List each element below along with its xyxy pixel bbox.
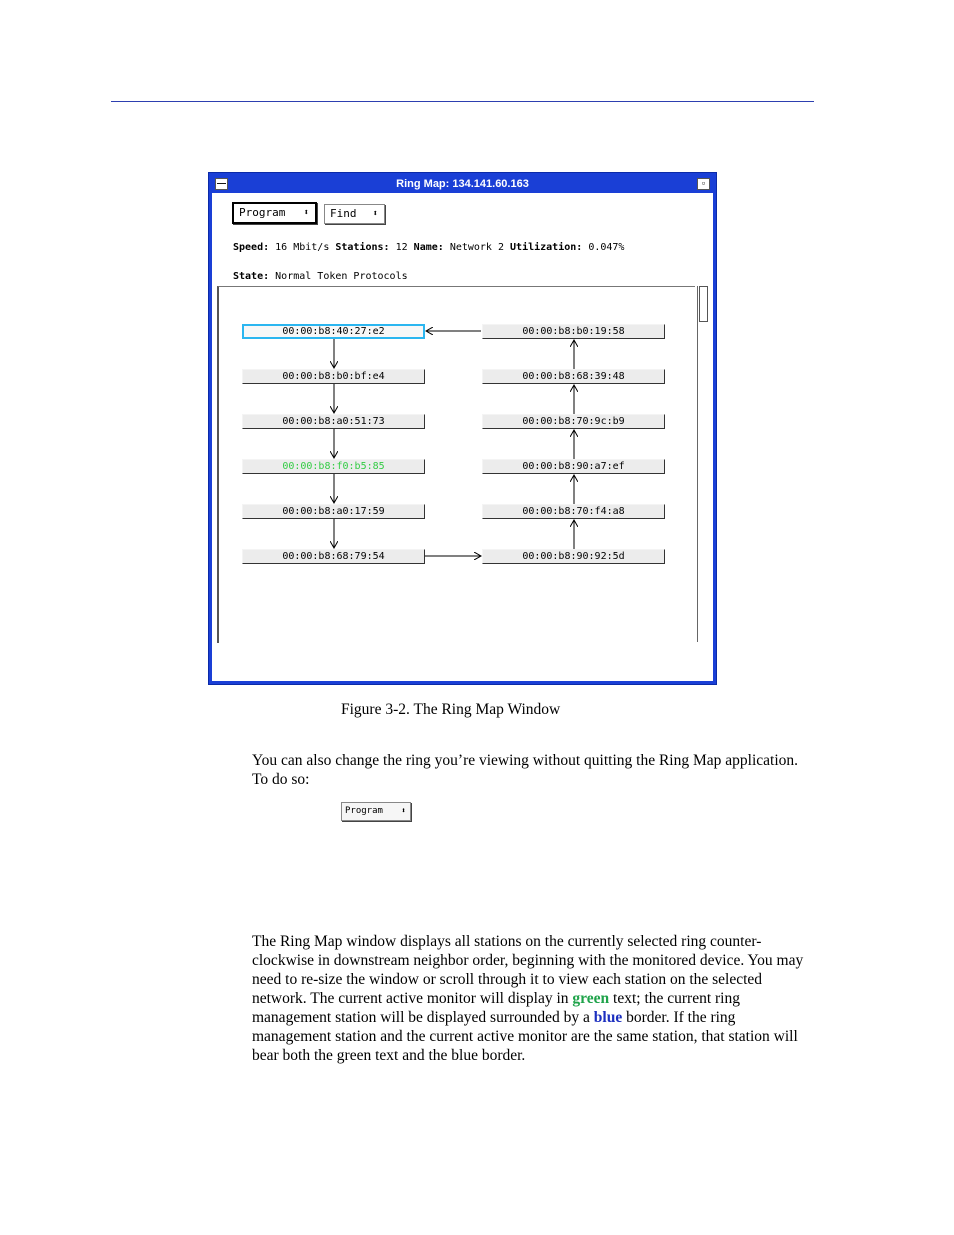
- station-node[interactable]: 00:00:b8:70:f4:a8: [482, 504, 665, 519]
- station-node[interactable]: 00:00:b8:b0:bf:e4: [242, 369, 425, 384]
- station-node[interactable]: 00:00:b8:b0:19:58: [482, 324, 665, 339]
- para-text: The Ring Map window displays all stations on the currently selected ring counter-clockwise in downstream neighbor order, beginning with the monitored device. You may need to re-size the window or scroll through it to view each station on the selected network. The current active monitor will display in: [252, 933, 804, 1007]
- blue-word: blue: [593, 1009, 623, 1026]
- station-node[interactable]: 00:00:b8:f0:b5:85: [242, 459, 425, 474]
- green-word: green: [572, 990, 610, 1007]
- window-title: Ring Map: 134.141.60.163: [396, 178, 529, 190]
- program-menu-label: Program: [239, 206, 286, 219]
- state-value: Normal Token Protocols: [275, 271, 408, 282]
- ring-map-window: [209, 173, 716, 684]
- menu-arrow-icon: ⬍: [303, 208, 309, 218]
- station-node[interactable]: 00:00:b8:40:27:e2: [242, 324, 425, 339]
- stations-value: 12: [395, 242, 408, 253]
- para-text: border. If the ring management station and the current active monitor are the same station, that station will bear both the green text and the blue border.: [252, 1009, 798, 1064]
- state-label: State:: [233, 271, 270, 282]
- speed-label: Speed:: [233, 242, 270, 253]
- menu-arrow-icon: ⬍: [372, 209, 378, 219]
- utilization-value: 0.047%: [588, 242, 625, 253]
- maximize-icon[interactable]: ▫: [697, 178, 710, 190]
- program-button-illustration: [341, 802, 411, 821]
- menu-arrow-icon: ⬍: [401, 806, 406, 815]
- speed-value: 16 Mbit/s: [275, 242, 330, 253]
- intro-paragraph: You can also change the ring you’re viewing without quitting the Ring Map application. To do so:: [252, 752, 798, 788]
- find-menu-label: Find: [330, 207, 357, 220]
- station-node[interactable]: 00:00:b8:68:39:48: [482, 369, 665, 384]
- ring-arrows: [212, 176, 712, 681]
- name-value: Network 2: [449, 242, 504, 253]
- name-label: Name:: [413, 242, 444, 253]
- station-node[interactable]: 00:00:b8:90:92:5d: [482, 549, 665, 564]
- station-node[interactable]: 00:00:b8:68:79:54: [242, 549, 425, 564]
- station-node[interactable]: 00:00:b8:a0:17:59: [242, 504, 425, 519]
- system-menu-icon[interactable]: —: [217, 178, 226, 188]
- header-rule: [111, 101, 814, 102]
- program-button-label: Program: [345, 806, 383, 816]
- station-node[interactable]: 00:00:b8:70:9c:b9: [482, 414, 665, 429]
- station-node[interactable]: 00:00:b8:a0:51:73: [242, 414, 425, 429]
- figure-caption: Figure 3-2. The Ring Map Window: [341, 701, 561, 718]
- stations-label: Stations:: [335, 242, 390, 253]
- description-paragraph: [252, 932, 816, 1065]
- utilization-label: Utilization:: [510, 242, 583, 253]
- station-node[interactable]: 00:00:b8:90:a7:ef: [482, 459, 665, 474]
- para-text: text; the current ring management station will be displayed surrounded by a: [252, 990, 740, 1026]
